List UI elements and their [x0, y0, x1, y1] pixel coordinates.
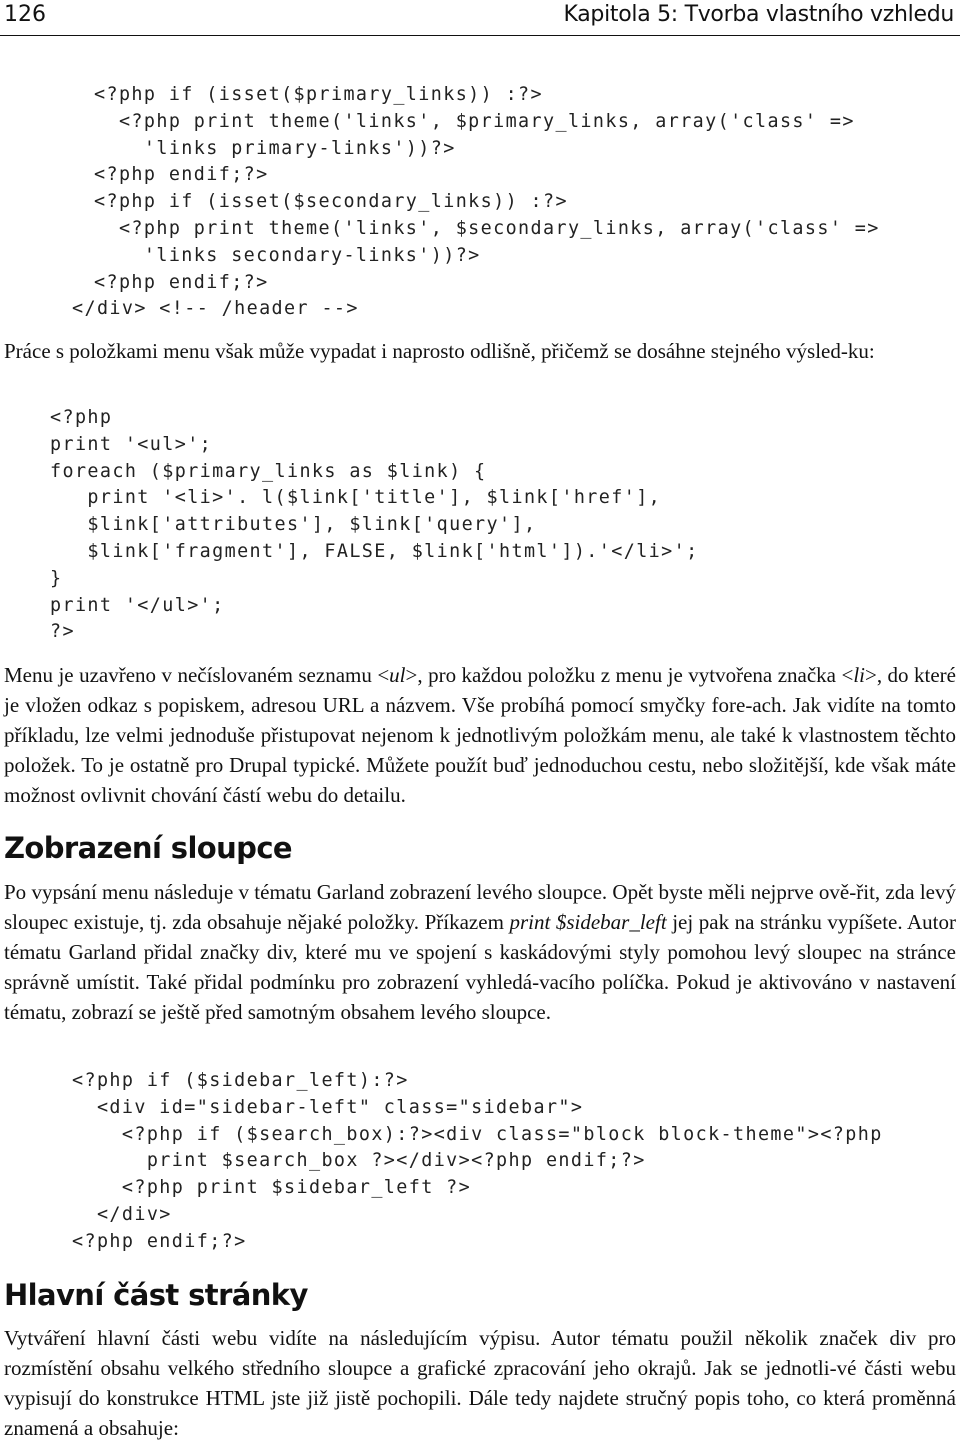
paragraph-main-explanation: Vytváření hlavní části webu vidíte na následujícím výpisu. Autor tématu použil několik značek div pro rozmístění obsahu velkého středního sloupce a grafické zpracování jeho okrajů. Jak se jednotli-vé části webu vypisují do konstrukce HTML jste již jistě pochopili. Dále tedy najdete stručný popis toho, co která proměnná znamená a obsahuje:: [4, 1326, 956, 1440]
code-line: <?php if ($search_box):?><div class="block block-theme"><?php: [72, 1123, 883, 1145]
running-title: Kapitola 5: Tvorba vlastního vzhledu: [563, 2, 954, 27]
page-number: 126: [4, 2, 46, 27]
inline-code-li: li: [853, 663, 865, 687]
code-listing-sidebar: [72, 1068, 883, 1256]
code-line: <?php print theme('links', $secondary_links, array('class' =>: [94, 217, 880, 239]
code-line: foreach ($primary_links as $link) {: [50, 460, 487, 482]
inline-code-print-sidebar: print $sidebar_left: [509, 910, 667, 934]
code-line: <?php: [50, 407, 113, 428]
text-run: jej pak na stránku vypíšete. Autor tématu Garland přidal značky div, které mu ve spojení s kaskádovými styly pomohou levý sloupec na stránce správně umístit. Také přidal podmínku pro zobrazení vyhledá-vacího políčka. Pokud je aktivováno v nastavení tématu, zobrazí se ještě před samotným obsahem levého sloupce.: [4, 910, 956, 1024]
code-line: <?php print $sidebar_left ?>: [72, 1177, 472, 1199]
code-line: <?php print theme('links', $primary_links, array('class' =>: [94, 110, 855, 132]
text-run: >, do které je vložen odkaz s popiskem, adresou URL a názvem. Vše probíhá pomocí smyčky fore-ach. Jak vidíte na tomto příkladu, lze velmi jednoduše přistupovat nejenom k jednotlivým položkám menu, ale také k vlastnostem těchto položek. To je ostatně pro Drupal typické. Můžete použít buď jednoduchou cestu, nebo složitější, kde však máte možnost ovlivnit chování částí webu do detailu.: [4, 663, 956, 807]
header-rule: [0, 35, 960, 36]
page-header: [0, 0, 960, 36]
paragraph-menu-intro: Práce s položkami menu však může vypadat i naprosto odlišně, přičemž se dosáhne stejného výsled-ku:: [4, 339, 875, 363]
code-line: $link['attributes'], $link['query'],: [50, 514, 537, 536]
code-line: </div>: [72, 1203, 172, 1225]
code-line: <?php if (isset($primary_links)) :?>: [94, 84, 543, 105]
code-line: <?php if ($sidebar_left):?>: [72, 1070, 409, 1091]
paragraph-sidebar-explanation: [4, 877, 956, 1027]
code-line: ?>: [50, 621, 75, 643]
inline-code-ul: ul: [389, 663, 406, 687]
code-line: <?php endif;?>: [72, 1230, 247, 1252]
code-listing-menu-loop: [50, 405, 699, 646]
text-run: Po vypsání menu následuje v tématu Garland zobrazení levého sloupce. Opět byste měli nejprve ově-řit, zda levý sloupec existuje, tj. zda obsahuje nějaké položky. Příkazem: [4, 880, 956, 934]
code-line: print $search_box ?></div><?php endif;?>: [72, 1150, 646, 1172]
code-line: <div id="sidebar-left" class="sidebar">: [72, 1096, 584, 1118]
text-run: >, pro každou položku z menu je vytvořena značka <: [405, 663, 854, 687]
code-line: print '<ul>';: [50, 433, 213, 455]
code-line: <?php endif;?>: [94, 271, 269, 293]
section-heading-main: Hlavní část stránky: [4, 1278, 308, 1312]
code-line: </div> <!-- /header -->: [72, 298, 359, 320]
code-listing-header-links: [72, 82, 880, 323]
code-line: }: [50, 567, 63, 589]
text-run: Menu je uzavřeno v nečíslovaném seznamu <: [4, 663, 390, 687]
code-line: 'links primary-links'))?>: [94, 137, 456, 159]
code-line: <?php endif;?>: [94, 164, 269, 186]
code-line: 'links secondary-links'))?>: [94, 244, 481, 266]
code-line: $link['fragment'], FALSE, $link['html']).'</li>';: [50, 540, 699, 562]
code-line: print '</ul>';: [50, 594, 225, 616]
section-heading-sidebar: Zobrazení sloupce: [4, 831, 292, 865]
code-line: <?php if (isset($secondary_links)) :?>: [94, 191, 568, 213]
paragraph-menu-explanation: [4, 660, 956, 810]
code-line: print '<li>'. l($link['title'], $link['href'],: [50, 487, 662, 509]
